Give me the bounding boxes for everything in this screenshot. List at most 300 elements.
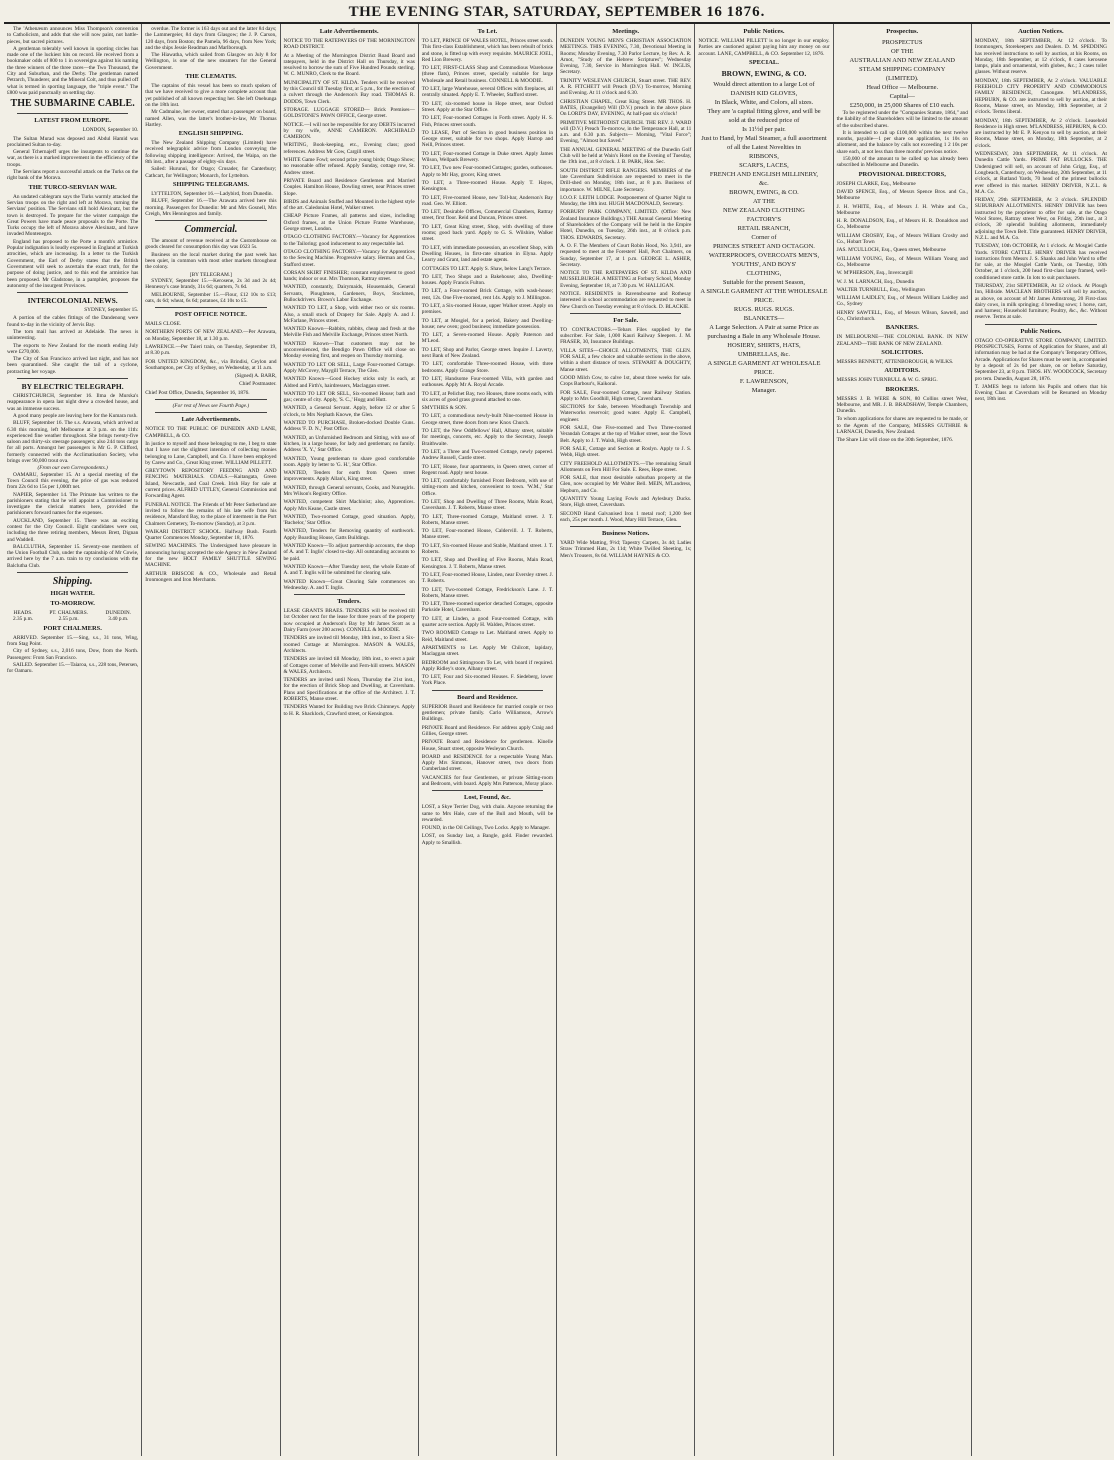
business-heading: Business Notices. [602,530,650,538]
masthead-year: 1876. [726,4,766,20]
advert: ARTHUR BRISCOE & CO., Wholesale and Retail Ironmongers and Iron Merchants. [145,570,277,583]
advert: TO LET, Shop and Dwelling of Three Rooms, Main Road, Caversham. J. T. Roberts, Manse street. [421,499,554,512]
public-notices-list [698,38,829,57]
prospectus-line: OF THE [891,48,914,55]
news-paragraph: The Sultan Murad was deposed and Abdul Hamid was proclaimed Sultan to-day. [7,135,139,148]
board-heading: Board and Residence. [457,693,518,701]
tomorrow-heading: TO-MORROW. [50,600,95,608]
advert-line: SCARFS, LACES, [739,161,789,169]
tide-val-port: 2.55 p.m. [58,616,79,623]
advert: TO LET, large Warehouse, several Offices with fireplaces, all centrally situated. Apply E. T. Wheeler, Stafford street. [421,86,554,99]
port-chalmers-heading: PORT CHALMERS. [43,624,102,632]
post-signature: (Signed) A. BARR, [235,373,277,380]
news-paragraph: The Servians report a successful attack on the Turks on the right bank of the Morava. [7,169,139,182]
correspondents-note: (From our own Correspondents.) [37,465,108,472]
advert: WANTED Known—Rabbits, rabbits, cheap and fresh at the Melville Fish and Melville Exchange, Princes street North. [283,326,415,339]
lost-heading: Lost, Found, &c. [464,794,511,802]
tenders-heading: Tenders. [337,598,362,606]
advert-line: NEW ZEALAND CLOTHING [723,206,805,214]
advert: GREYTOWN REPOSITORY FEEDING AND AND FENCING MATERIALS. COALS.—Kaitangata, Green Island, Newcastle, and Coal Creek. Irish Hay for sale at current prices. ALFRED UTTLEY, General Commission and Forwarding Agent. [145,468,277,500]
advert-line: A Large Selection. A Pair at same Price as purchasing a Bale in any Wholesale House. [707,323,821,340]
cable-subheading: LATEST FROM EUROPE. [34,117,112,125]
auditors-heading: AUDITORS. [884,367,921,375]
director-entry: DAVID SPENCE, Esq., of Messrs Spence Bros. and Co., Melbourne [836,188,968,202]
special-heading: SPECIAL. [749,58,779,66]
advert: TO LET, Two new Four-roomed Cottages; garden, outhouses. Apply to Mr Hay, grocer, King street. [421,165,554,178]
telegraph-heading: BY ELECTRIC TELEGRAPH. [21,382,124,392]
advert: PRIVATE Board and Residence for gentlemen. Kinelle House, Stuart street, opposite Wesleyan Church. [421,739,554,752]
post-signature-title: Chief Postmaster. [239,381,277,388]
post-signature-place: Chief Post Office, Dunedin, September 16, 1876. [145,389,250,396]
news-paragraph: The amount of revenue received at the Customhouse on goods cleared for consumption this day was £623 5s. [145,238,277,251]
news-paragraph: BLUFF, September 16. The s.s. Arawata, which arrived at 6.30 this morning, left Melbourne at 3 p.m. on the 11th: experienced fine weather throughout. She brings twenty-five saloon and thirty-six steerage passengers; also 244 tons cargo for all ports. Amongst her passengers is Mr G. P. Clifford, formerly connected with the Acclimatisation Society, who brings over 90,000 trout ova. [7,420,139,465]
advert-line: CLOTHING, [746,269,782,277]
advert: WAIKARI DISTRICT SCHOOL. Halfway Bush. Fourth Quarter Commences Monday, September 18, 1876. [145,528,277,542]
news-paragraph: BLUFF, September 16.—The Arawata arrived here this morning. Passengers for Dunedin: Mr and Mrs Gosnell, Mrs Creigh, Mrs Hennington and family. [145,198,277,217]
advert: WEDNESDAY, 20th SEPTEMBER, At 11 o'clock. At Dunedin Cattle Yards. PRIME FAT BULLOCKS. THE Undersigned will sell, on account of John Grigg, Esq., of Longbeach, Canterbury, on Wednesday, 20th September, at 11 o'clock, at Rutland Yards, 70 head of the primest bullocks ever offered in this market. HENRY DRIVER, N.Z.L. & M.A. Co. [974,151,1107,195]
advert: WRITING, Book-keeping, etc., Evening class; good references. Address Mr Gow, Cargill street. [283,142,415,155]
advert: TO LET, the New Oddfellows' Hall, Albany street, suitable for meetings, concerts, etc. Apply to the Secretary, Joseph Braithwaite. [421,428,554,447]
high-water-heading: HIGH WATER. [50,590,95,598]
brokers-text: MESSRS J. B. WERE & SON, 80 Collins street West, Melbourne, and MR. J. B. BRADSHAW, Temple Chambers, Dunedin. [836,395,968,415]
advert: TO LET, comfortably furnished Front Bedroom, with use of sitting-room and kitchen, convenient to town. 'W.M.,' Star Office. [421,478,554,497]
commercial-heading: Commercial. [184,224,238,236]
advert: A. O. F. The Members of Court Robin Hood, No. 3,941, are requested to meet at the Foresters' Hall, Port Chalmers, on Sunday, September 17, at 1 p.m. GEORGE L. ASHER, Secretary. [560,242,692,268]
advert: TO LET, Two-roomed Cottage, Fredrickson's Lane. J. T. Roberts, Manse street. [421,586,554,599]
tide-head-heads: HEADS. [13,610,33,617]
column-7 [834,24,972,1456]
advert-line: sold at the reduced price of [728,116,800,124]
war-heading: THE TURCO-SERVIAN WAR. [28,183,117,191]
advert-line: BLANKETS— [743,314,785,322]
advert: WANTED TO LET OR SELL, Large Four-roomed Cottage. Apply McCovey, Maygill Terrace, The Glen. [283,361,415,374]
advert-line: Corner of [751,233,777,241]
prospectus-paragraph: 150,000 of the amount to be called up has already been subscribed in Melbourne and Dunedin. [836,156,968,169]
prospectus-line: Head Office — Melbourne. [866,84,939,91]
news-paragraph: England has proposed to the Porte a month's armistice. Popular indignation is loudly expressed in England at Turkish atrocities, which are increasing. In a letter to the Turkish Government, the Earl of Derby states that the British Government will seek to ascertain the exact truth, for the purpose of doing justice, and to this end the armistice has been proposed. Mr Gladstone, in a pamphlet, proposes the autonomy of the insurgent Provinces. [7,238,139,289]
auditors-text: MESSRS JOHN TURNBULL & W. G. SPRIG. [836,377,938,384]
news-paragraph: The captains of this vessel has been so much spoken of that we have received to give a more complete account than yet published of all known respecting her. She left Onehunga on the 18th inst. [145,83,277,108]
advert: WANTED, Tenders for Removing quantity of earthwork. Apply Boarding House, Gatts Buildings. [283,528,415,541]
news-paragraph: A gentleman tolerably well known in sporting circles has made one of the luckiest hits on record. He received from a bookmaker odds of 800 to 1 in sovereigns against his naming the three winners of the three races—the Two Thousand, the City and Suburban, and the Derby. The gentleman named Petrarch, Thunderer, and the Mineral Colt, and thus pulled off what is termed in sporting language, the "triple event." The £800 was paid punctually on settling day. [7,45,139,96]
advert: SECTIONS for Sale, between Woodhaugh Township and Waterworks reservoir; good water. Apply E. Campbell, engineer. [560,404,692,423]
advert: YARD Wide Matting, 9½d; Tapestry Carpets, 3s 4d; Ladies Straw Trimmed Hats, 2s 11d; White Twilled Sheeting, 1s; Men's Trousers, 8s 6d. WILLIAM HAYNES & CO. [560,540,692,559]
director-entry: J. H. WHITE, Esq., of Messrs J. H. White and Co., Melbourne [836,203,968,216]
brown-ewing-heading: BROWN, EWING, & CO. [721,68,807,78]
advert: TRINITY WESLEYAN CHURCH, Stuart street. THE REV. A. R. FITCHETT will Preach (D.V.) To-morrow, Morning and Evening. At 11 o'clock and 6.30. [560,77,692,97]
auction-heading: Auction Notices. [1018,28,1064,35]
advert-line: Manager. [751,386,777,394]
advert-line: WATERPROOFS, OVERCOATS MEN'S, [708,251,820,259]
advert: TO LET, Desirable Offices, Commercial Chambers, Rattray street, first floor. Reid and Duncan, Princes street. [421,209,554,222]
prospectus-line: Capital— [889,93,915,100]
advert: TO LET, a Seven-roomed House. Apply Paterson and M'Leod. [421,332,554,345]
advert: FUNERAL NOTICE. The Friends of Mr Peter Sutherland are invited to follow the remains of his late wife from his residence, Mansford Bay, to the place of interment in the Port Chalmers Cemetery, To-morrow (Sunday), at 3 p.m. [145,501,277,527]
advert: TO LET, with immediate possession, an excellent Shop, with Dwelling Houses, in first-rate situation in Elyna. Apply Learry and Grant, land and estate agents. [421,244,554,264]
advert-line: &c. [759,179,769,187]
advert: WANTED TO LET OR SELL, Six-roomed House; bath and gas; centre of city. Apply, 'S. C.,' Hogg and Hutt. [283,390,415,404]
advert-line: RUGS. RUGS. RUGS. [733,305,795,313]
news-paragraph: ARRIVED. September 15.—Sing, s.s., 31 tons, Wing, from Stag Point. [7,634,139,647]
advert: WANTED, competent Shirt Machinist; also, Apprentices. Apply Mrs Keane, Castle street. [283,499,415,512]
column-6 [695,24,833,1456]
advert: DUNEDIN YOUNG MEN'S CHRISTIAN ASSOCIATION MEETINGS. THIS EVENING, 7.30, Devotional Meeting in Rooms; Monday Evening, 7.30 Parlor Lecture, by Rev. A. R. Arnot, "Study of the Hebrew Scriptures"; Wednesday Evening, 7.30, Service in Mornington Hall. W. INGLIS, Secretary. [560,38,692,76]
advert-line: RIBBONS, [749,152,779,160]
advert: T. JAMES begs to inform his Pupils and others that his Evening Class at Caversham will be Resumed on Monday next, 18th inst. [974,383,1107,403]
closes-text: The Share List will close on the 30th September, 1876. [836,437,954,444]
director-entry: WILLIAM YOUNG, Esq., of Messrs William Young and Co., Melbourne [836,255,968,268]
advert: WANTED, through General servants, Cooks, and Nursegirls. Mrs Wilson's Registry Office. [283,484,415,497]
advert: I.O.O.F. LEITH LODGE. Postponement of Quarter Night to Monday, the 18th inst. HUGH MACDONALD, Secretary. [560,194,692,208]
board-list [422,704,553,788]
news-paragraph: LYTTELTON, September 16.—Ladybird, from Dunedin. [151,190,273,197]
advert-line: A SINGLE GARMENT AT THE WHOLESALE PRICE. [700,287,828,304]
advert: TENDERS are invited until Noon, Thursday the 21st inst., for the erection of Brick Shop and Dwelling, at Caversham. Plans and Specifications at the office of the Architect. J. T. ROBERTS, Manse street. [283,677,415,703]
prospectus-line: £250,000, in 25,000 Shares of £10 each. [849,102,955,109]
advert: TO LET, a Four-roomed Brick Cottage, with wash-house; rent, 12s. One Five-roomed, rent 14s. Apply to J. Millington. [421,288,554,301]
advert: In justice to myself and those belonging to me, I beg to state that I have not the slightest intention of collecting monies belonging to Lane, Campbell, and Co. I have been employed by Carew and Co., Great King street. WILLIAM PILLETT. [145,440,277,466]
meetings-list [560,38,691,310]
sydney-dateline: SYDNEY, September 15. [84,307,139,314]
port-news [7,635,138,675]
advert-line: HOSIERY, SHIRTS, HATS, [727,341,801,349]
english-shipping-heading: ENGLISH SHIPPING. [178,130,244,138]
advert: MONDAY, 18th SEPTEMBER, At 2 o'clock. VALUABLE FREEHOLD CITY PROPERTY AND COMMODIOUS FAMILY RESIDENCE, Canongate. M'LANDRESS, HEPBURN, & CO. are instructed to sell by auction, at their Rooms, Manse street, on Monday, 18th September, at 2 o'clock. Terms liberal. [974,77,1107,116]
advert: CORSAN SKIRT FINISHER; constant employment to good hands; indoor or out. Mrs Thomson, Rattray street. [283,269,415,283]
advert-line: F. LAWRENSON, [739,377,789,385]
tide-val-dunedin: 3.40 p.m. [108,616,129,623]
advert: SUPERIOR Board and Residence for married couple or two gentlemen; private family. Carlo Williamson, Arrow's Buildings. [421,703,554,723]
advert: CHRISTIAN CHAPEL, Great King Street. MR THOS. H. BATES, (Evangelist) Will (D.V.) preach in the above place On LORD'S DAY, EVENING, At half-past six o'clock! [560,98,692,118]
advert-line: RETAIL BRANCH, [737,224,791,232]
business-list [560,540,691,559]
columns [4,24,1110,1456]
advert: TO LET, Four-roomed Cottages in Forth street. Apply H. S. Fish, Princes street south. [421,115,554,128]
london-news [7,136,138,182]
advert: WANTED TO PURCHASE, Broken-docked Double Guns. Address 'F. D. N.,' Post Office. [283,420,415,433]
advert: TO LET, Shop and Parlor, George street. Inquire J. Laverty, next Bank of New Zealand. [421,346,554,360]
advert-line: Suitable for the present Season, [722,278,806,286]
advert: MONDAY, 18th SEPTEMBER, At 2 o'clock. Leasehold Residence in High street. M'LANDRESS, HEPBURN, & CO. are instructed by Mr E. P. Kenyon to sell by auction, at their Rooms, Manse street, on Monday, 18th September, at 2 o'clock. [974,117,1107,149]
english-shipping [145,140,276,179]
advert: FOR SALE, Four-roomed Cottage, near Railway Station. Apply to Mrs Goodhill, High street, Caversham. [560,389,692,402]
advert: WANTED, constantly, Dairymaids, Housemaids, General Servants, Ploughmen, Gardeners, Boys, Stockmen, Bullockdrivers. Brown's Labor Exchange. [283,284,415,303]
advert: TO LET, at Linden, a good Four-roomed Cottage, with quarter acre section. Apply H. Walden, Princes street. [421,615,554,629]
public-notices-heading: Public Notices. [743,28,785,35]
column-8 [972,24,1110,1456]
prospectus-line: AUSTRALIAN AND NEW ZEALAND [849,57,955,64]
advert: WANTED, Two-roomed Cottage, good situation. Apply, 'Bachelor,' Star Office. [283,513,415,527]
advert-line: In Black, White, and Colors, all sizes. [714,98,814,106]
classified-notices [284,38,415,591]
advert: GOOD Milch Cow, to calve 1st, about three weeks for sale. Crops Barbour's, Kaikorai. [560,374,692,388]
advert: WANTED Known—Good Hockey sticks only 1s each, at Aldred and Firth's, hairdressers, Maclaggan street. [283,376,415,389]
advert: TO LEASE, Part of Section in good business position in George street, suitable for two shops. Apply Harrop and Neill, Princes street. [421,129,554,149]
news-paragraph: MELBOURNE, September 15.—Flour, £12 10s to £13; oats, 4s 6d; wheat, 6s 6d; potatoes, £4 10s to £5. [145,291,277,304]
telegraph-news [7,393,138,464]
advert-line: AT THE [752,197,775,205]
intro-paragraphs [7,26,138,96]
directors-list [837,181,968,323]
apply-text: To whom applications for shares are requested to be made, or to the Agents of the Company, MESSRS GUTHRIE & LARNACH, Dunedin, New Zealand. [836,416,968,435]
advert: FOR SALE, One Five-roomed and Two Three-roomed Verandah Cottages at the top of Walker street, near the Town Belt. Apply to J. T. Walsh, High street. [560,425,692,444]
news-paragraph: Sailed: Hurunui, for Otago; Crusader, for Canterbury; Cathcart, for Wellington; Monarch, for Lyttelton. [145,166,277,179]
shipping-continued [145,26,276,71]
advert: NOTICE TO THE RATEPAYERS OF THE MORNINGTON ROAD DISTRICT. [283,38,415,51]
advert: TO LET, comfortable Three-roomed House, with three bedrooms. Apply Grange Store. [421,361,554,374]
advert: BEDROOM and Sittingroom To Let, with board if required. Apply Ridley's store, Albany street. [421,659,554,672]
cable-heading: THE SUBMARINE CABLE. [10,98,135,110]
to-let-heading: To Let. [477,28,498,35]
advert: TO LET, a Three and Two-roomed Cottage, newly papered. Andrew Russell, Castle street. [421,448,554,462]
advert: TWO ROOMED Cottage to Let. Maitland street. Apply to Reid, Maitland street. [421,630,554,643]
advert: PRIVATE Board and Residence. For address apply Craig and Gillies, George street. [421,724,554,737]
news-paragraph: The 'Athenæum announces Miss Thompson's conversion to Catholicism, and adds that she will now paint, not battle-pieces, but sacred pictures. [7,26,139,45]
news-paragraph: City of Sydney, s.s., 2,016 tons, Dow, from the North. Passengers: From San Francisco. [7,648,139,661]
clematis-news [145,83,276,128]
advert: TO LET, Shop and Dwelling of Five Rooms, Main Road, Kensington. J. T. Roberts, Manse street. [421,557,554,570]
intercolonial-heading: INTERCOLONIAL NEWS. [27,296,118,306]
notice-line: LAWRENCE.—Per Taieri train, on Tuesday, September 19, at 8.30 p.m. [145,343,277,357]
shipping-telegrams-heading: SHIPPING TELEGRAMS. [172,180,249,188]
advert-line: PRINCES STREET AND OCTAGON. [712,242,815,250]
solicitors-heading: SOLICITORS. [881,348,924,356]
advert-line: A SINGLE GARMENT AT WHOLESALE PRICE. [707,359,821,376]
advert: TO LET, at Mosgiel, for a period, Bakery and Dwelling-house; new oven; good business; immediate possession. [421,317,554,330]
advert-line: YOUTHS', AND BOYS' [731,260,797,268]
see-fourth-page: (For rest of News see Fourth Page.) [172,403,250,410]
advert: SMYTHIES & SON. [421,405,467,412]
news-paragraph: Business on the local market during the past week has been quiet, in common with most other markets throughout the colony. [145,251,277,271]
advert: NOTICE TO THE PUBLIC OF DUNEDIN AND LANE, CAMPBELL, & CO. [145,426,277,439]
notice-line: NORTHERN PORTS OF NEW ZEALAND.—Per Arawata, on Monday, September 18, at 1.30 p.m. [145,329,277,342]
advert: TO LET, six-roomed house in Hope street, near Oxford Street. Apply at the Star Office. [421,100,554,113]
advert: MUNICIPALITY OF ST. KILDA. Tenders will be received by this Council till Tuesday first, at 5 p.m., for the erection of a culvert through the Anderson's Bay road. THOMAS R. DODDS, Town Clerk. [283,79,415,105]
advert: QUANTITY Young Laying Fowls and Aylesbury Ducks. Store, High street, Caversham. [560,496,692,509]
advert-line: DANISH KID GLOVES, [730,89,798,97]
public-notices-list-2 [975,338,1107,403]
advert: TENDERS are invited till Monday, 18th inst., to erect a pair of Cottages corner of Melville and Fern-hill streets. MASON & WALES, Architects. [283,656,415,675]
advert-line: Just to Hand, by Mail Steamer, a full assortment of all the Latest Novelties in [701,134,827,151]
news-paragraph: General Tchernajeff urges the insurgents to continue the war, as there is a marked improvement in the efficiency of the troops. [7,149,139,168]
advert: TO LET, Four-roomed Cottage in Duke street. Apply James Wilson, Wellpark Brewery. [421,150,554,164]
news-paragraph: BALCLUTHA, September 15. Seventy-one members of the Union Football Club, under the captainship of Mr Cowie, arrived here by the 7 a.m. train to try conclusions with the Balclutha Club. [7,543,139,569]
directors-heading: PROVISIONAL DIRECTORS, [858,170,946,178]
notice-line: MAILS CLOSE. [145,321,182,328]
advert: NOTICE. WILLIAM PILLETT is no longer in our employ. Parties are cautioned against paying him any money on our account. LANE, CAMPBELL, & CO. September 12, 1876. [698,38,830,57]
advert: THE ANNUAL GENERAL MEETING of the Dunedin Golf Club will be held at Wain's Hotel on the Evening of Tuesday, the 19th inst., at 8 o'clock. J. B. PARK, Hon. Sec. [560,146,692,166]
advert: MONDAY, 18th SEPTEMBER, At 12 o'clock. To Ironmongers, Storekeepers and Dealers. D. M. SPEDDING has received instructions to sell by auction, at his Rooms, on Monday, 18th September, at 12 o'clock, 8 cases kerosene lamps, plain and ornamental, with globes, &c.; 3 cases toilet glasses. Without reserve. [974,38,1107,76]
advert: FRIDAY, 29th SEPTEMBER, At 3 o'clock. SPLENDID SUBURBAN ALLOTMENTS. HENRY DRIVER has been instructed by the proprietor to offer for sale, at the Otago Wool Stores, Rattray street West, on Friday, 29th inst., at 3 o'clock, 30 splendid building allotments, immediately adjoining the Town Belt. Title guaranteed. HENRY DRIVER, N.Z.L. and M.A. Co. [974,197,1107,241]
advert: TO LET, Three-roomed superior detached Cottages, opposite Parkside Hotel, Caversham. [421,601,554,614]
high-water-table [7,610,138,623]
shipping-heading: Shipping. [52,576,93,588]
advert: VILLA SITES—CHOICE ALLOTMENTS, THE GLEN. FOR SALE, a few choice and valuable sections in the above, within a short distance of town. STEWART & DOUGHTY, Manse street. [560,347,692,373]
news-paragraph: The torn mail has arrived at Adelaide. The news is uninteresting. [7,328,139,342]
advert: APARTMENTS to Let. Apply Mr Chilcott, lapidary, Maclaggan street. [421,644,554,658]
director-entry: WILLIAM CROSBY, Esq., of Messrs William Crosby and Co., Hobart Town [836,232,968,246]
advert: TO LET, at Pelichet Bay, two Houses, three rooms each, with six acres of good grass ground attached to one. [421,390,554,403]
advert: WANTED, Tenders for earth from Queen street improvements. Apply Allan's, King street. [283,470,415,483]
clematis-heading: THE CLEMATIS. [185,73,237,81]
advert: TENDERS Wanted for Building two Brick Chimneys. Apply to H. R. Shacklock, Crawford street, or Kensington. [283,704,415,717]
director-entry: JOSEPH CLARKE, Esq., Melbourne [836,180,916,187]
column-2 [142,24,280,1456]
advert: TO LET, FIRST-CLASS Shop and Commodious Warehouse (three flats), Princes street, specially suitable for large Wholesale and Retail business. CONNELL & MOODIE. [421,65,554,84]
news-paragraph: NAPIER, September 14. The Primate has written to the parishioners stating that he will appoint a Commissioner to investigate the clerical matters here, provided the parishioners forward names for the expenses. [7,491,139,517]
advert: LOST, on Sunday last, a Bangle, gold. Finder rewarded. Apply to Smallish. [421,833,554,846]
advert: OTAGO CO-OPERATIVE STORE COMPANY, LIMITED. PROSPECTUSES, Forms of Application for Shares, and all information may be had at the Company's Temporary Offices, Arcade. Applications for Shares must be sent in, accompanied by a deposit of 2s 6d per share, on or before Saturday, September 23, at 8 p.m. THOS. HY. WOODCOCK, Secretary pro tem. Dunedin, August 28, 1876. [974,337,1107,382]
advert: WANTED TO LET, a Shop, with either two or six rooms. Also, a small stock of Drapery for Sale. Apply A. and J. McFarlane, Princes street. [283,305,415,324]
prospectus-line: PROSPECTUS [881,39,923,46]
advert: THURSDAY, 21st SEPTEMBER, At 12 o'clock. At Plough Inn, Hillside. MACLEAN BROTHERS will sell by auction, as above, on account of Mr James Armstrong, 20 First-class dairy cows, in milk springing; 4 breeding sows; 1 horse, cart, and harness; Household furniture; Poultry, &c., &c. Without reserve. Terms at sale. [974,282,1107,321]
commercial-news [145,238,276,270]
late-ads [145,426,276,583]
tide-val-heads: 2.35 p.m. [13,616,34,623]
prospectus-line: STEAM SHIPPING COMPANY [859,66,946,73]
prospectus-heading: Prospectus. [886,28,919,35]
advert: TO LET, Three-roomed Cottage, Maitland street. J. T. Roberts, Manse street. [421,513,554,526]
tide-head-dunedin: DUNEDIN. [105,610,131,617]
advert: TO LET, Four-roomed House, Linden, near Eversley street. J. T. Roberts. [421,571,554,585]
advert: VACANCIES for four Gentlemen, or private Sitting-room and Bedroom, with board. Apply Mrs Patterson, Moray place. [421,774,554,787]
advert: TUESDAY, 10th OCTOBER, At 1 o'clock. At Mosgiel Cattle Yards. STORE CATTLE. HENRY DRIVER has received instructions from Messrs J. S. Shanks and John Ward to offer for sale, at the Mosgiel Cattle Yards, on Tuesday, 10th October, at 1 o'clock, 200 head first-class large framed, well-conditioned store cattle. In lots to suit purchasers. [974,243,1107,281]
late-ads-heading-2: Late Advertisements. [319,28,379,35]
advert-line: UMBRELLAS, &c. [737,350,791,358]
masthead-title: THE EVENING STAR, SATURDAY, SEPTEMBER 16 [348,4,723,20]
advert: TO LET, a Six-roomed House, upper Walker street. Apply on premises. [421,302,554,316]
bankers-text: IN MELBOURNE—THE COLONIAL BANK. IN NEW ZEALAND—THE BANK OF NEW ZEALAND. [836,334,968,347]
advert: STORAGE. LUGGAGE STORED— Brick Premises— GOLDSTONE'S PAWN OFFICE, George street. [283,106,415,120]
auction-list [975,38,1107,321]
post-office-notice [145,321,276,371]
news-paragraph: SAILED. September 15.—Taiaroa, s.s., 228 tons, Petersen, for Oamaru. [7,661,139,675]
column-1 [4,24,142,1456]
advert: FOR SALE, Cottage and Section at Roslyn. Apply to J. S. Webb, High street. [560,445,692,459]
advert-line: Is 11½d per pair. [742,125,786,133]
news-paragraph: overdue. The former is 163 days out and the latter 84 days; the Lammergeier, 84 days from Glasgow; the J. P. Carson, 120 days, from Boston; the Pamela, 96 days, from New York; and the ships Jessie Readman and Marlborough. [145,26,277,51]
solicitors-text: MESSRS BENNETT, ATTENBOROUGH, & WILKS. [836,358,954,365]
advert: WANTED Known—Great Clearing Sale commences on Wednesday. A. and T. Inglis. [283,578,415,591]
advert: COTTAGES TO LET. Apply S. Shaw, below Lang's Terrace. [421,265,551,272]
advert: OTAGO CLOTHING FACTORY.—Vacancy for Apprentices to the Tailoring; good inducement to any respectable lad. [283,234,415,247]
advert: OTAGO CLOTHING FACTORY.—Vacancy for Apprentices to the Sewing Machine. Progressive salary. Herman and Co., Stafford street. [283,248,415,268]
advert: TO CONTRACTORS.—Tebars Files supplied by the subscriber. For Sale, 1,000 Kauri Railway Sleepers. J. M. FRASER, 30, Insurance Buildings. [560,326,692,346]
more-news [7,472,138,569]
prospectus-body [837,110,968,169]
director-entry: JAS. M'CULLOCH, Esq., Queen street, Melbourne [836,247,946,254]
advert: PRIMITIVE METHODIST CHURCH. THE REV. J. WARD will (D.V.) Preach To-morrow, in the Temperance Hall, at 11 a.m. and 6.30 p.m. Subjects— Morning, "Vital Force"; Evening, "Almost but Saved." [560,119,692,145]
advert: WANTED Known—That customers may not be unconvenienced, the Bendigo Pawn Office will close on Monday evening first, and reopen on Thursday morning. [283,340,415,360]
public-notices-heading-2: Public Notices. [1020,327,1062,335]
news-paragraph: OAMARU, September 15. At a special meeting of the Town Council this evening, the price of gas was reduced from 22s 6d to 15s per 1,000ft net. [7,471,139,491]
advert: TENDERS are invited till Monday, 18th inst., to Erect a Six-roomed Cottage at Mornington. MASON & WALES, Architects. [283,635,415,654]
advert: FOR SALE, that most desirable suburban property at the Glen, now occupied by Mr Walter Bell. MEIN, M'Landress, Hepburn, and Co. [560,475,692,494]
advert: At a Meeting of the Mornington District Road Board and ratepayers, held in the District Hall on Thursday, it was resolved to borrow the sum of Five Hundred Pounds sterling. W. C. MUNRO, Clerk to the Board. [283,52,415,78]
masthead [4,2,1110,24]
advert-line: Would direct attention to a large Lot of [713,80,815,88]
news-paragraph: An undated cablegram says the Turks warmly attacked the Servian troops on the right and left at Morava, turning the Servians' position. The Servians still hold Alexinatz, but the town is destroyed. To prepare for the winter campaign the Great Powers have made peace proposals to the Porte. The Turks occupy the left of Morava above Alexinatz, and have invaded Montenegro. [7,193,139,238]
news-paragraph: A portion of the cables fittings of the Dandenong were found to-day in the vicinity of Jervis Bay. [7,315,139,328]
advert: TO LET, Handsome Four-roomed Villa, with garden and outhouses. Apply Mr A. Royal Arcade. [421,375,554,389]
late-ads-heading: Late Advertisements. [181,416,241,424]
advert: CHEAP Picture Frames, all patterns and sizes, including Oxford frames, at the Union Picture Frame Warehouse, George street, London. [283,213,415,233]
director-entry: WALTER TURNBULL, Esq., Wellington [836,286,925,293]
advert: TO LET, Six-roomed House and Stable, Maitland street. J. T. Roberts. [421,542,554,556]
advert-line: FACTORY'S [746,215,782,223]
advert-line: BROWN, EWING, & CO. [729,188,799,196]
to-let-list [422,38,553,687]
advert: NOTICE. RESIDENTS in Ravensbourne and Rothesay interested in school accommodation are requested to meet in New Church on Tuesday evening at 8 o'clock. D. BLACKIE. [560,290,692,310]
advert-line: FRENCH AND ENGLISH MILLINERY, [709,170,819,178]
shipping-telegrams [145,191,276,217]
advert: WANTED Known—To adjust partnership accounts, the shop of A. and T. Inglis' closed to-day. All outstanding accounts to be paid. [283,543,415,562]
advert: SEWING MACHINES. The Undersigned have pleasure in announcing having accepted the sole Agency in New Zealand for the new HOLT FAMILY SHUTTLE SEWING MACHINE. [145,543,277,569]
advert: FORBURY PARK COMPANY, LIMITED. (Office: New Zealand Insurance Buildings.) THE Annual General Meeting of Shareholders of the Company will be held in the Empire Hotel, Dunedin, on Tuesday, 26th inst., at 8 o'clock p.m. THOS. EDWARDS, Secretary. [560,209,692,241]
news-paragraph: The New Zealand Shipping Company (Limited) have received telegraphic advice from London conveying the following shipping intelligence: Arrived, the Waipa, on the 8th inst., after a passage of eighty-six days. [145,140,277,166]
advert: WHITE Game Fowl; second prize young birds; Otago Show; no reasonable offer refused. Apply Sunday, cottage row, St. Andrew street. [283,157,415,176]
bankers-heading: BANKERS. [885,324,919,332]
advert: NOTICE.—I will not be responsible for any DEBTS incurred by my wife, ANNE CAMERON. ARCHIBALD CAMERON. [283,121,415,141]
advert: SOUTH DISTRICT RIFLE RANGERS. MEMBERS of the late Caversham Subdivision are requested to meet in the Drill-shed on Monday, 18th inst., at 8 p.m. Business of importance. W. MILNE, Late Secretary. [560,167,692,193]
advert: TO LET, Four-roomed House, Caldervill. J. T. Roberts, Manse street. [421,528,554,541]
advert: LEASE GRANTS BRAES. TENDERS will be received till 1st October next for the lease for three years of the property now occupied at Anderson's Bay by Mr James Scott as a Dairy Farm (over 200 acres). CONNELL & MOODIE. [283,608,415,634]
prospectus-paragraph: It is intended to call up £100,000 within the next twelve months, payable—1 per share on application, 1s 10s on allotment, and the balance by calls not exceeding 1 2 10s per share each, at not less than three months' previous notice. [836,129,968,155]
news-paragraph: AUCKLAND, September 15. There was an exciting contest for the City Council. Eight candidates were out, including the three retiring members, Messrs Brett, Dignan and Waddell. [7,517,139,543]
advert: SECOND Hand Galvanised Iron 1 metal roof; 1,200 feet each, 25s per month. J. Wood, Mary Hill Terrace, Glen. [560,510,692,523]
telegram-head: [BY TELEGRAM.] [189,271,232,278]
prospectus-title-lines [837,38,968,110]
advert: WANTED Known—After Tuesday next, the whole Estate of A. and T. Inglis will be submitted for clearing sale. [283,563,415,577]
advert: TO LET, PRINCE OF WALES HOTEL, Princes street south. This first-class Establishment, which has been rebuilt of brick and stone, is fitted up with every requisite. MAURICE JOEL, Red Lion Brewery. [421,38,554,63]
news-paragraph: The exports to New Zealand for the month ending July were £270,000. [7,342,139,355]
director-entry: W. J. M. LARNACH, Esq., Dunedin [836,278,915,285]
column-5 [557,24,695,1456]
advert: FOUND, in the Oil Ceilings, Two Locks. Apply to Manager. [421,825,551,832]
director-entry: WILLIAM LAIDLEY, Esq., of Messrs William Laidley and Co., Sydney [836,295,968,308]
advert: TO LET, a Three-roomed House. Apply T. Hayes, Kensington. [421,179,554,193]
advert-line: They are 'a capital fitting glove, and will be [707,107,821,115]
director-entry: W. M'PHERSON, Esq., Invercargill [836,270,913,277]
telegram-news [145,278,276,304]
for-sale-list [560,327,691,523]
sydney-news [7,315,138,375]
for-sale-heading: For Sale. [613,316,639,324]
notice-line: FOR UNITED KINGDOM, &c., via Brindisi, Ceylon and Southampton, per City of Sydney, on Wednesday, at 11 a.m. [145,358,277,371]
tenders-list [284,608,415,717]
column-4 [419,24,557,1456]
column-3 [281,24,419,1456]
news-paragraph: SYDNEY, September 15.—Kerosene, 2s 3d and 2s 4d; Hennessy's case brandy, 31s 6d; quartern, 7s 6d. [145,277,277,291]
post-office-heading: POST OFFICE NOTICE. [174,311,247,319]
prospectus-paragraph: To be registered under the "Companies Statute, 1864," and the liability of the Shareholders will be limited to the amount of the subscribed shares. [836,110,968,129]
advert: WANTED, a General Servant. Apply, before 12 or after 5 o'clock, to Mrs Nephath Knowe, the Glen. [283,405,415,418]
advert: TO LET, Great King street, Shop, with dwelling of three rooms; good back yard. Apply to G. S. Wilshire, Walker street. [421,223,554,243]
advert: TO LET, Four and Six-roomed Houses. F. Siedeberg, lower York Place. [421,674,554,687]
meetings-heading: Meetings. [612,28,640,35]
advert: LOST, a Skye Terrier Dog, with chain. Anyone returning the same to Mrs Hale, care of the Bull and Mouth, will be rewarded. [421,804,554,823]
advert: WANTED, an Unfurnished Bedroom and Sitting, with use of kitchen, in a large house, for lady and gentleman; no family. Address 'X. Y.,' Star Office. [283,434,415,454]
advert: BIRDS and Animals Stuffed and Mounted in the highest style of the art. Caledonian Hotel, Walker street. [283,198,415,212]
tide-head-port: PT. CHALMERS. [49,610,88,617]
advert: TO LET, House, four apartments, in Queen street, corner of Regent road. Apply next house. [421,463,554,476]
advert: NOTICE TO THE RATEPAYERS OF ST. KILDA AND MUSSELBURGH. A MEETING at Forbury School, Monday Evening, September 18, at 7.30 p.m. W. HALLIGAN. [560,270,692,289]
advert: TO LET, Five-roomed House, new Toll-bar, Anderson's Bay road. Geo. W. Elliott. [421,194,554,207]
brown-ewing-advert [698,80,829,395]
news-paragraph: CHRISTCHURCH, September 16. Ilma de Murska's reappearance in opera last night drew a crowded house, and was an immense success. [7,393,139,412]
news-paragraph: Mr Cadmaine, her owner, stated that a passenger on board, named Allen, was the latter's brother-in-law, Mr Thomas Hartley. [145,109,277,128]
director-entry: H. R. DONALDSON, Esq., of Messrs H. R. Donaldson and Co., Melbourne [836,218,968,231]
